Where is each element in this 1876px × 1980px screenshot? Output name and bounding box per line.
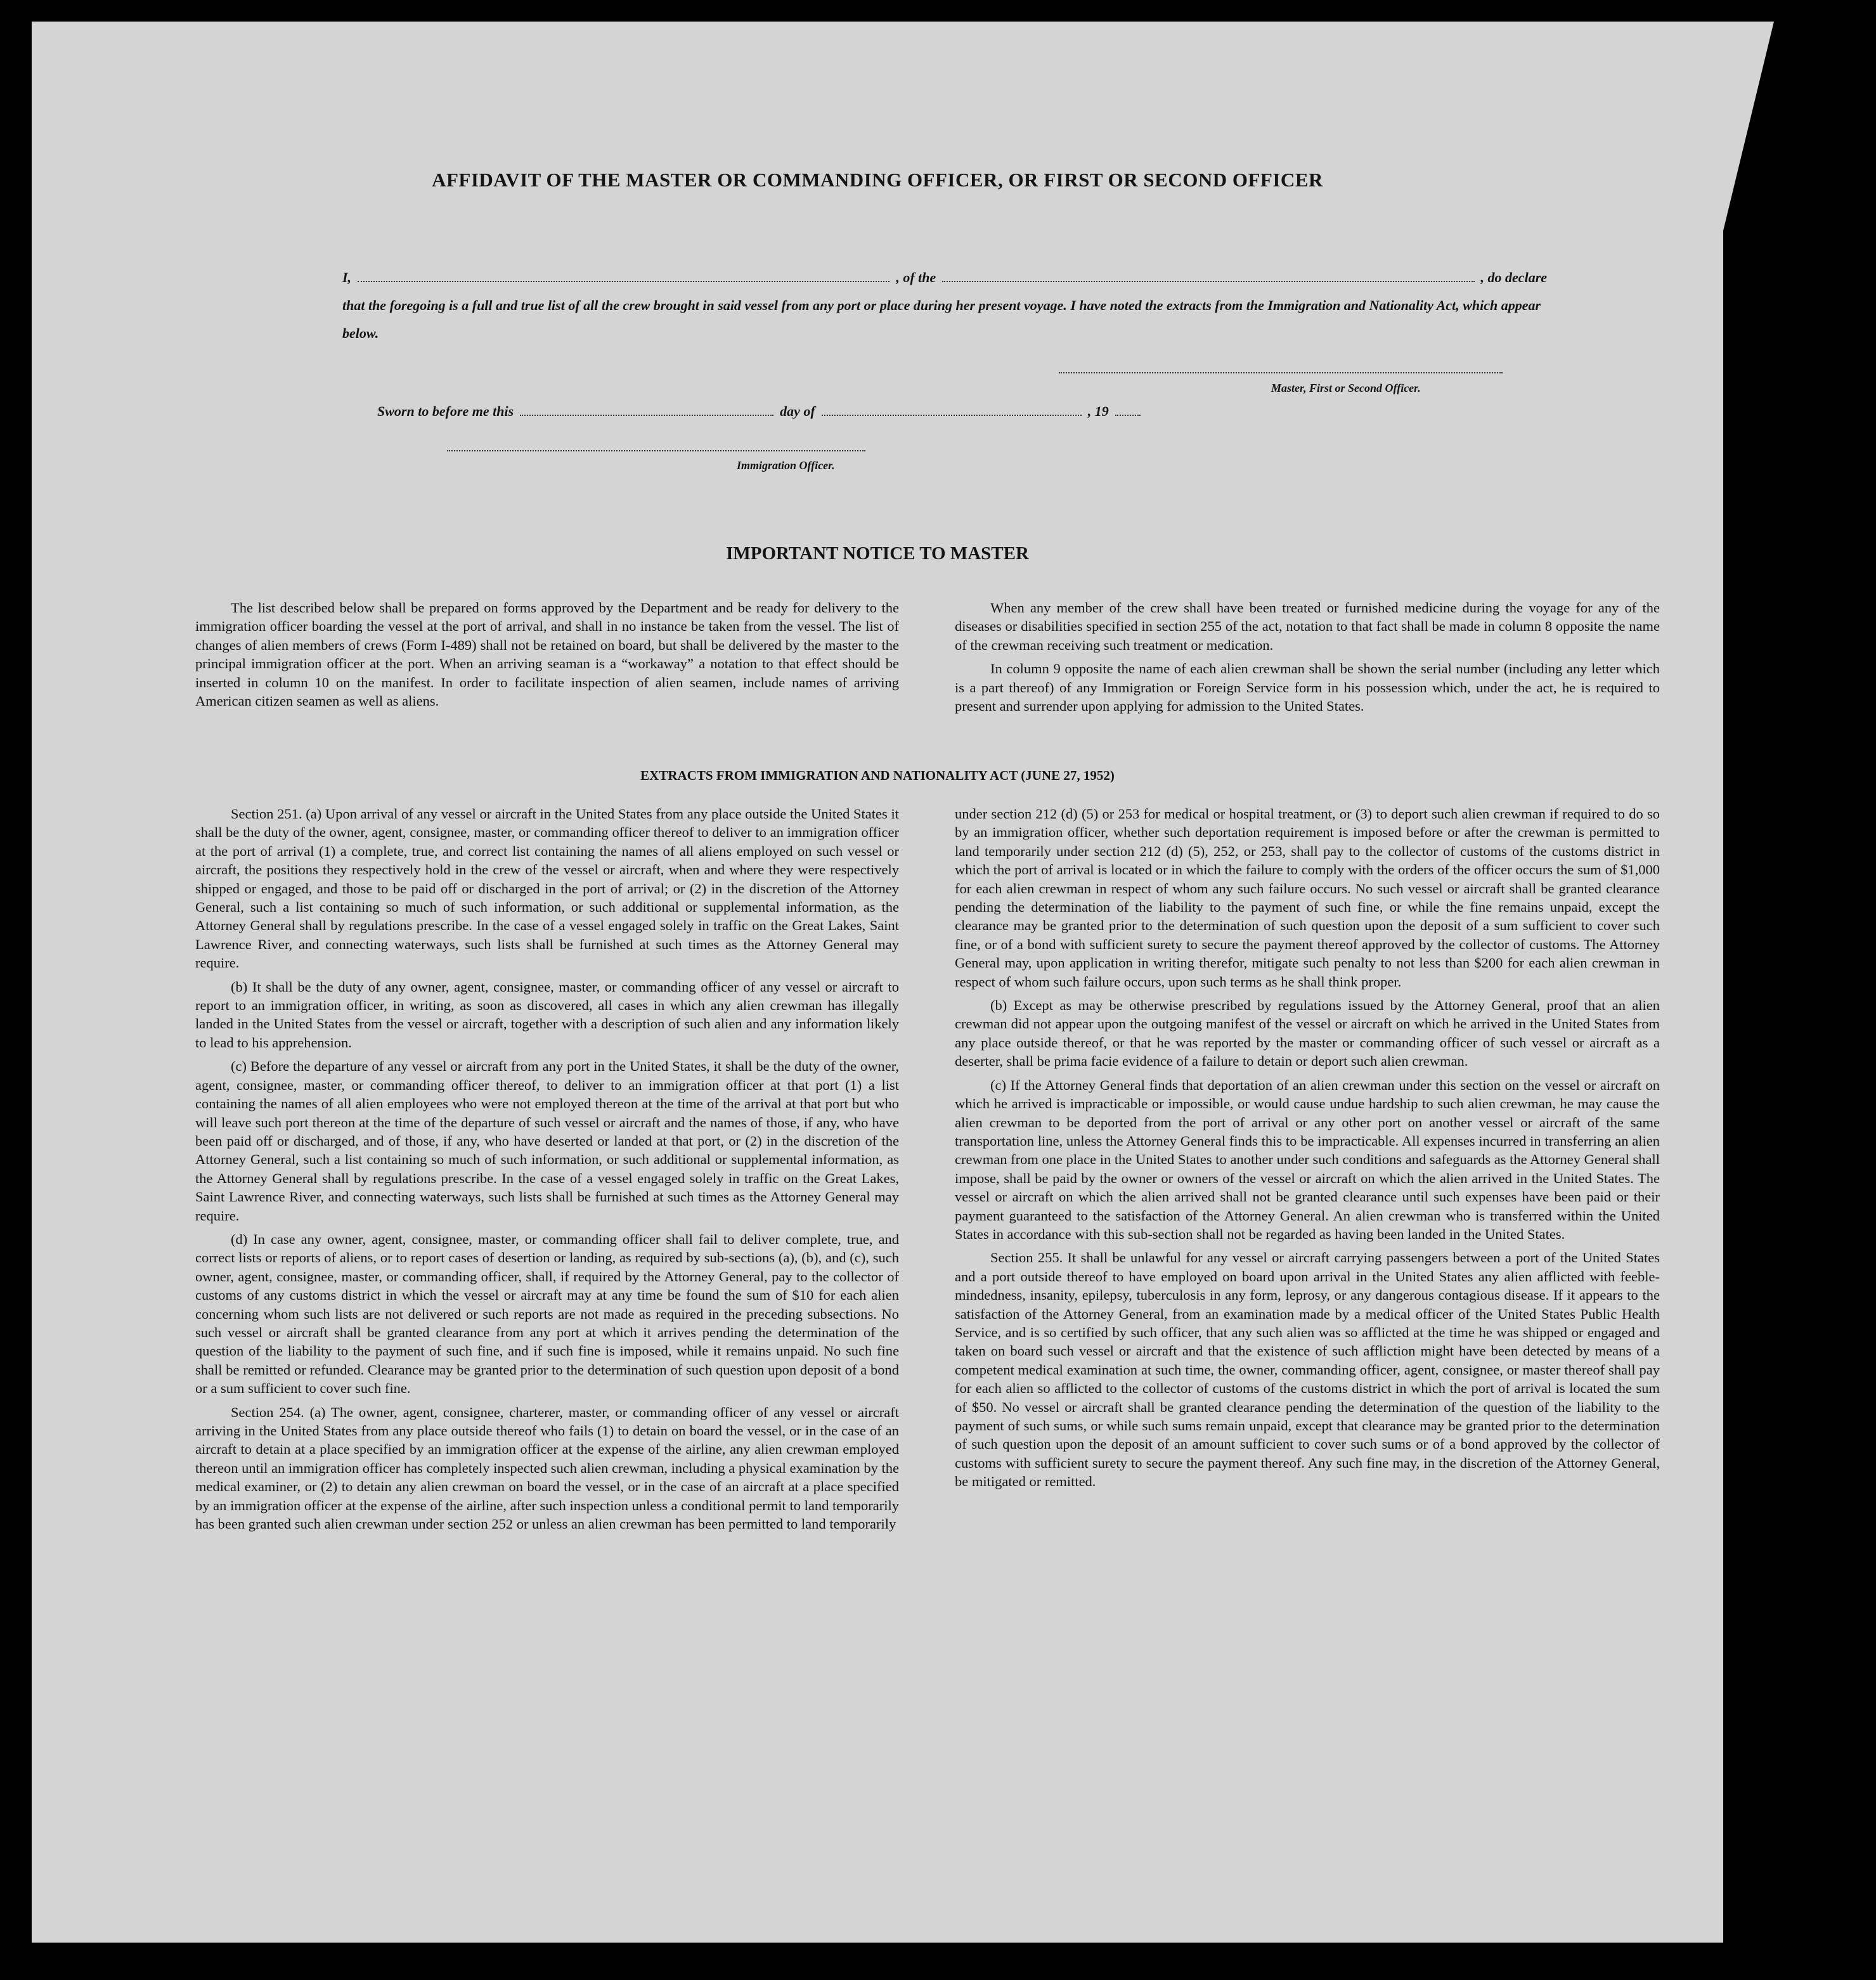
affidavit-statement: that the foregoing is a full and true list of all the crew brought in said vessel from any port or place during her present voyage. I have noted the extracts from the Immigration and Nationality Act, which appear below. [342, 297, 1541, 341]
master-name-blank [358, 268, 889, 282]
binder-hole [1788, 1363, 1820, 1395]
officer-caption: Immigration Officer. [737, 459, 835, 472]
declare-end-label: , do declare [1480, 269, 1548, 285]
declare-of-label: , of the [896, 269, 936, 285]
extracts-heading: EXTRACTS FROM IMMIGRATION AND NATIONALITY ACT (JUNE 27, 1952) [640, 768, 1115, 783]
section-251-b: (b) It shall be the duty of any owner, agent, consignee, master, or commanding officer of any vessel or aircraft to report to an immigration officer, in writing, as soon as discovered, all cases in which any alien crewman has illegally landed in the United States from the vessel or aircraft, together with a description of such alien and any information likely to lead to his apprehension. [195, 978, 899, 1051]
notice-left-paragraph: The list described below shall be prepared on forms approved by the Department and be ready for delivery to the immigration officer boarding the vessel at the port of arrival, and shall in no instance be taken from the vessel. The list of changes of alien members of crews (Form I-489) shall not be retained on board, but shall be delivered by the master to the principal immigration officer at the port. When an arriving seaman is a “workaway” a notation to that effect should be inserted in column 10 on the manifest. In order to facilitate inspection of alien seamen, include names of arriving American citizen seamen as well as aliens. [195, 600, 899, 709]
sworn-label: Sworn to before me this [377, 403, 514, 419]
section-254-a-continued: under section 212 (d) (5) or 253 for medical or hospital treatment, or (3) to deport such alien crewman if required to do so by an immigration officer, whether such deportation requirement is imposed before or after the crewman is permitted to land temporarily under section 212 (d) (5), 252, or 253, shall pay to the collector of customs of the customs district in which the port of arrival is located or in which the failure to comply with the orders of the officer occurs the sum of $1,000 for each alien crewman in respect of whom any such failure occurs. No such vessel or aircraft shall be granted clearance pending the determination of the liability to the payment of such fine, or while the fine remains unpaid, except the clearance may be granted prior to the determination of such question upon the deposit of a sum sufficient to cover such fine, or of a bond with sufficient surety to secure the payment thereof approved by the collector of customs. The Attorney General may, upon application in writing therefor, mitigate such penalty to not less than $200 for each alien crewman in respect of whom such failure occurs, upon such terms as he shall think proper. [955, 806, 1660, 990]
section-251-a: Section 251. (a) Upon arrival of any vessel or aircraft in the United States from any place outside the United States it shall be the duty of the owner, agent, consignee, master, or commanding officer thereof to deliver to an immigration officer at the port of arrival (1) a complete, true, and correct list containing the names of all aliens employed on such vessel or aircraft, the positions they respectively hold in the crew of the vessel or aircraft, when and where they were respectively shipped or engaged, and those to be paid off or discharged in the port of arrival; or (2) in the discretion of the Attorney General, such a list containing so much of such information, or such additional or supplemental information, as the Attorney General shall by regulations prescribe. In the case of a vessel engaged solely in traffic on the Great Lakes, Saint Lawrence River, and connecting waterways, such lists shall be furnished at such times as the Attorney General may require. [195, 806, 899, 971]
declaration-line [342, 264, 1547, 292]
binder-hole [1788, 1671, 1820, 1702]
sworn-month-blank [822, 402, 1082, 416]
notice-right-paragraph-2: In column 9 opposite the name of each alien crewman shall be shown the serial number (including any letter which is a part thereof) of any Immigration or Foreign Service form in his possession which, under the act, he is required to present and surrender upon applying for admission to the United States. [955, 661, 1660, 715]
affidavit-heading: AFFIDAVIT OF THE MASTER OR COMMANDING OFFICER, OR FIRST OR SECOND OFFICER [432, 169, 1323, 191]
affidavit-declaration [342, 264, 1547, 347]
vessel-name-blank [942, 268, 1474, 282]
notice-right-paragraph-1: When any member of the crew shall have been treated or furnished medicine during the voyage for any of the diseases or disabilities specified in section 255 of the act, notation to that fact shall be made in column 8 opposite the name of the crewman receiving such treatment or medication. [955, 600, 1660, 653]
section-254-a: Section 254. (a) The owner, agent, consignee, charterer, master, or commanding officer of any vessel or aircraft arriving in the United States from any place outside thereof who fails (1) to detain on board the vessel, or in the case of an aircraft to detain at a place specified by an immigration officer at the expense of the airline, any alien crewman employed thereon until an immigration officer has completely inspected such alien crewman, including a physical examination by the medical examiner, or (2) to detain any alien crewman on board the vessel, or in the case of an aircraft at a place specified by an immigration officer at the expense of the airline, after such inspection unless a conditional permit to land temporarily has been granted such alien crewman under section 252 or unless an alien crewman has been permitted to land temporarily [195, 1404, 899, 1532]
declare-i-label: I, [342, 269, 352, 285]
extracts-left-column [195, 805, 899, 1538]
notice-heading: IMPORTANT NOTICE TO MASTER [726, 543, 1029, 564]
binder-hole [1788, 1163, 1820, 1195]
year-label: , 19 [1087, 403, 1109, 419]
notice-right-column [955, 599, 1660, 720]
officer-signature-line [447, 450, 865, 451]
master-signature-line [1059, 372, 1503, 373]
section-254-b: (b) Except as may be otherwise prescribed by regulations issued by the Attorney General, proof that an alien crewman did not appear upon the outgoing manifest of the vessel or aircraft on which he arrived in the United States from any place outside thereof, or that he was reported by the master or commanding officer of such vessel or aircraft as a deserter, shall be prima facie evidence of a failure to detain or deport such alien crewman. [955, 997, 1660, 1070]
sworn-line [377, 402, 1278, 420]
section-251-c: (c) Before the departure of any vessel or aircraft from any port in the United States, it shall be the duty of the owner, agent, consignee, master, or commanding officer thereof, to deliver to an immigration officer at that port (1) a list containing the names of all alien employees who were not employed thereon at the time of the arrival at that port but who will leave such port thereon at the time of the departure of such vessel or aircraft and the names of those, if any, who have been paid off or discharged, and of those, if any, who have deserted or landed at that port, or (2) in the discretion of the Attorney General, such a list containing so much of such information, or such additional or supplemental information, as the Attorney General shall by regulations prescribe. In the case of a vessel engaged solely in traffic on the Great Lakes, Saint Lawrence River, and connecting waterways, such lists shall be furnished at such times as the Attorney General may require. [195, 1058, 899, 1224]
binder-hole [1788, 701, 1820, 732]
form-page [32, 22, 1723, 1943]
section-255: Section 255. It shall be unlawful for any vessel or aircraft carrying passengers between a port of the United States and a port outside thereof to have employed on board upon arrival in the United States any alien afflicted with feeble-mindedness, insanity, epilepsy, tuberculosis in any form, leprosy, or any dangerous contagious disease. If it appears to the satisfaction of the Attorney General, from an examination made by a medical officer of the United States Public Health Service, and is so certified by such officer, that any such alien was so afflicted at the time he was shipped or engaged and taken on board such vessel or aircraft and that the existence of such affliction might have been detected by means of a competent medical examination at such time, the owner, commanding officer, agent, consignee, or master thereof shall pay for each alien so afflicted to the collector of customs of the customs district in which the port of arrival is located the sum of $50. No vessel or aircraft shall be granted clearance pending the determination of the question of the liability to the payment of such sums, or while such sums remain unpaid, except that clearance may be granted prior to the determination of such question upon the deposit of an amount sufficient to cover such sums or of a bond approved by the collector of customs with sufficient surety to secure the payment thereof. Any such fine may, in the discretion of the Attorney General, be mitigated or remitted. [955, 1250, 1660, 1490]
sworn-year-blank [1115, 402, 1141, 416]
day-of-label: day of [780, 403, 815, 419]
master-caption: Master, First or Second Officer. [1271, 382, 1421, 394]
sworn-day-blank [520, 402, 773, 416]
extracts-right-column [955, 805, 1660, 1496]
torn-corner [1723, 22, 1774, 231]
binder-hole [1788, 593, 1820, 624]
section-254-c: (c) If the Attorney General finds that deportation of an alien crewman under this section on the vessel or aircraft on which he arrived is impracticable or impossible, or would cause undue hardship to such alien crewman, he may cause the alien crewman to be deported from the port of arrival or any other port on another vessel or aircraft of the same transportation line, unless the Attorney General finds this to be impracticable. All expenses incurred in transferring an alien crewman from one place in the United States to another under such conditions and safeguards as the Attorney General shall impose, shall be paid by the owner or owners of the vessel or aircraft on which the alien arrived in the United States. The vessel or aircraft on which the alien arrived shall not be granted clearance until such expenses have been paid or their payment guaranteed to the satisfaction of the Attorney General. An alien crewman who is transferred within the United States in accordance with this sub-section shall not be regarded as having been landed in the United States. [955, 1077, 1660, 1242]
binder-hole [1788, 288, 1820, 320]
notice-left-column [195, 599, 899, 715]
binder-hole [1788, 1797, 1820, 1829]
section-251-d: (d) In case any owner, agent, consignee, master, or commanding officer shall fail to deliver complete, true, and correct lists or reports of aliens, or to report cases of desertion or landing, as required by sub-sections (a), (b), and (c), such owner, agent, consignee, master, or commanding officer, shall, if required by the Attorney General, pay to the collector of customs of any customs district in which the vessel or aircraft may at any time be found the sum of $10 for each alien concerning whom such lists are not delivered or such reports are not made as required in the preceding subsections. No such vessel or aircraft shall be granted clearance from any port at which it arrives pending the determination of the question of the liability to the payment of such fine, and if such fine is imposed, while it remains unpaid. No such fine shall be remitted or refunded. Clearance may be granted prior to the determination of such question upon deposit of a bond or a sum sufficient to cover such fine. [195, 1231, 899, 1397]
